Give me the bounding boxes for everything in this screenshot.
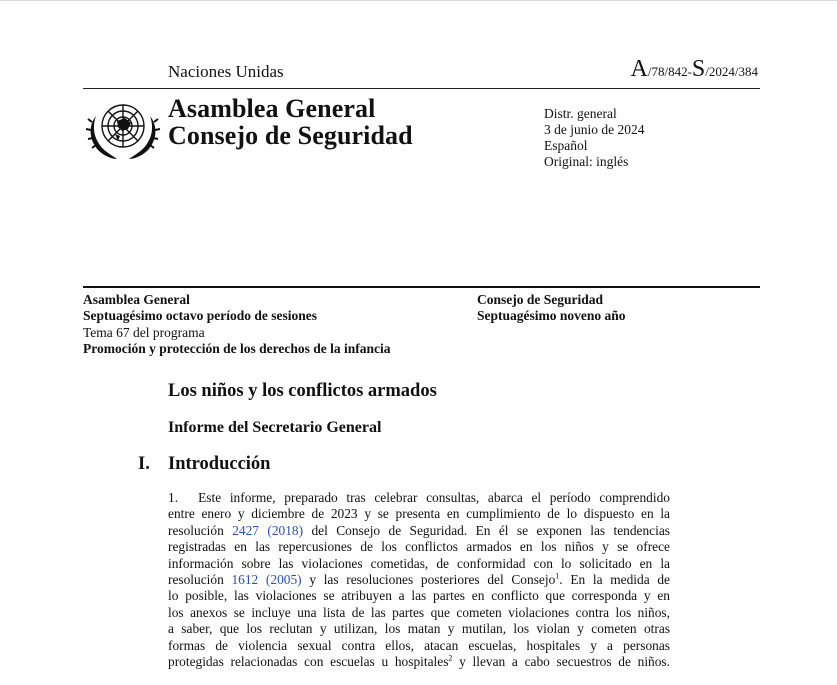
meta-left-topic: Promoción y protección de los derechos de la infancia (83, 341, 391, 357)
paragraph-line: registradas en las repercusiones de los conflictos armados en los niños y se ofrece (168, 539, 670, 555)
meta-right-body: Consejo de Seguridad (477, 292, 604, 307)
un-emblem-icon (84, 96, 162, 162)
distribution-block (544, 106, 645, 170)
report-subtitle: Informe del Secretario General (168, 419, 382, 436)
paragraph-line: lo posible, las violaciones se atribuyen a las partes en conflicto que corresponda y en (168, 588, 670, 604)
meta-rule (83, 286, 760, 288)
report-title: Los niños y los conflictos armados (168, 381, 437, 401)
distribution-language: Español (544, 138, 588, 153)
paragraph-line: información sobre las violaciones cometidas, de conformidad con lo solicitado en la (168, 555, 670, 571)
header-rule (83, 88, 760, 89)
distribution-type: Distr. general (544, 106, 617, 121)
paragraph-line: entre enero y diciembre de 2023 y se presenta en cumplimiento de lo dispuesto en la (168, 506, 670, 522)
document-symbol (631, 56, 759, 83)
meta-right (477, 292, 626, 325)
section-number: I. (138, 454, 150, 474)
paragraph-line: a saber, que los reclutan y utilizan, los matan y mutilan, los violan y cometen otras (168, 621, 670, 637)
organ-line-general-assembly: Asamblea General (168, 94, 376, 123)
top-border (0, 0, 837, 1)
symbol-a-number: /78/842- (647, 64, 692, 79)
meta-left-item: Tema 67 del programa (83, 324, 205, 340)
organ-title (168, 95, 413, 149)
footnote-ref-2[interactable]: 2 (448, 653, 453, 663)
paragraph-line: 1. Este informe, preparado tras celebrar consultas, abarca el período comprendido (168, 490, 670, 505)
paragraph-line: los anexos se incluye una lista de las partes que cometen violaciones contra los niños, (168, 604, 670, 620)
meta-left-session: Septuagésimo octavo período de sesiones (83, 308, 317, 324)
paragraph-line: formas de violencia sexual contra ellos, atacan escuelas, hospitales y a personas (168, 637, 670, 653)
paragraph-line: protegidas relacionadas con escuelas u hospitales$^2$ y llevan a cabo secuestros de niños. (168, 653, 670, 670)
meta-right-year: Septuagésimo noveno año (477, 308, 626, 324)
meta-left-body: Asamblea General (83, 292, 190, 307)
symbol-a: A (630, 56, 648, 82)
resolution-1612-link[interactable]: 1612 (2005) (231, 572, 302, 588)
paragraph-line: resolución 2427 (2018) del Consejo de Seguridad. En él se exponen las tendencias (168, 522, 670, 538)
meta-left (83, 292, 390, 358)
symbol-s-number: /2024/384 (705, 64, 758, 79)
organization-name: Naciones Unidas (168, 62, 284, 81)
organ-line-security-council: Consejo de Seguridad (168, 121, 413, 150)
paragraph-1 (168, 490, 670, 670)
distribution-original: Original: inglés (544, 154, 629, 169)
footnote-ref-1[interactable]: 1 (555, 571, 560, 581)
paragraph-line: resolución 1612 (2005) y las resoluciones posteriores del Consejo$^1$. En la medida de (168, 571, 670, 588)
resolution-2427-link[interactable]: 2427 (2018) (232, 522, 304, 538)
section-title: Introducción (168, 454, 271, 474)
symbol-s: S (691, 56, 706, 82)
distribution-date: 3 de junio de 2024 (544, 122, 645, 137)
